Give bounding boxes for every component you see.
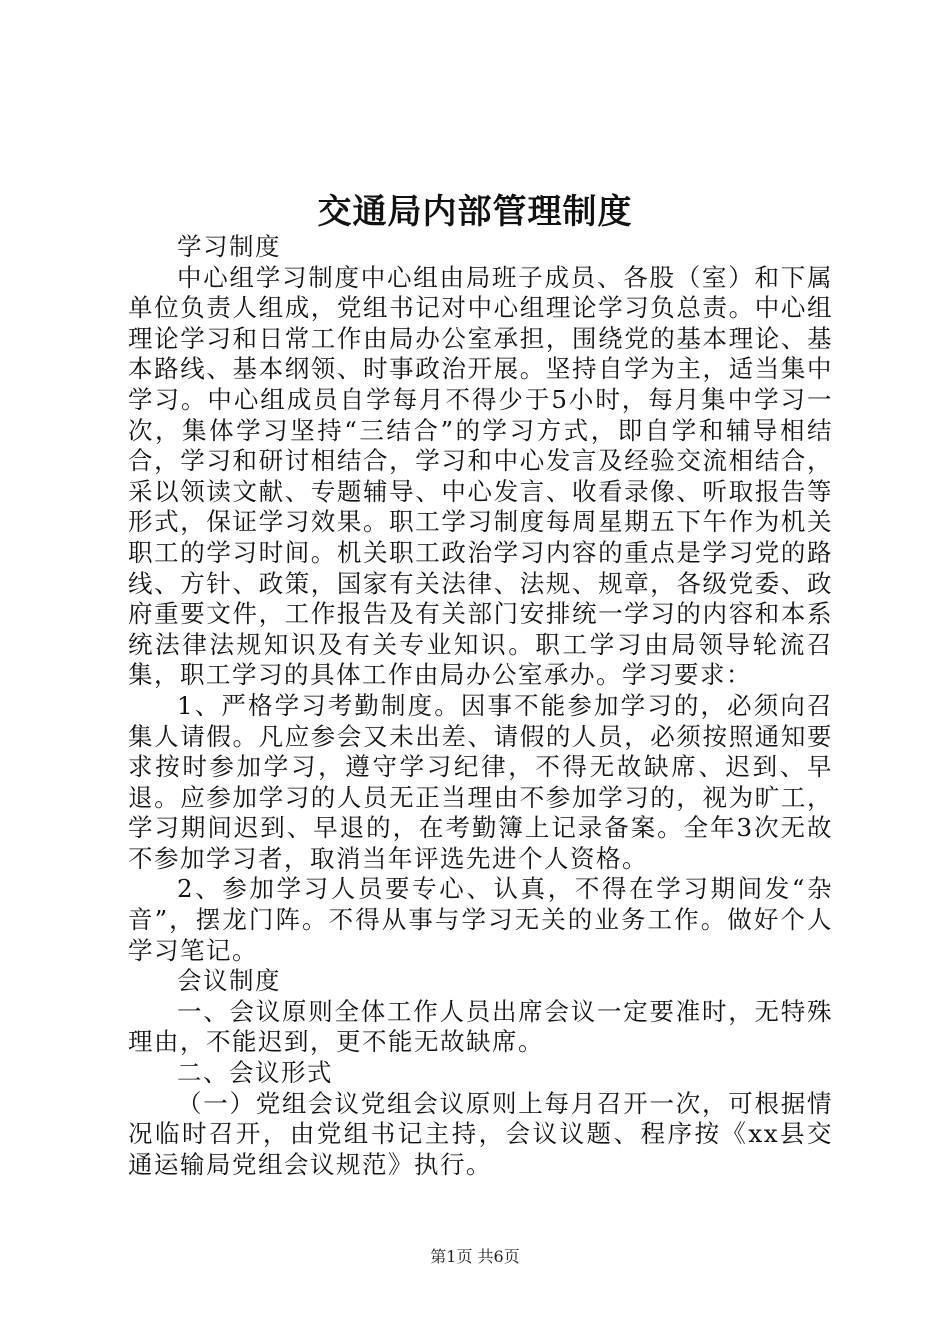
- paragraph-party-meeting: （一）党组会议党组会议原则上每月召开一次，可根据情况临时召开，由党组书记主持，会议议题、程序按《xx县交通运输局党组会议规范》执行。: [128, 1088, 833, 1179]
- document-title: 交通局内部管理制度: [317, 192, 633, 232]
- page-footer: 第1页 共6页: [430, 1247, 520, 1266]
- paragraph-focus-rule: 2、参加学习人员要专心、认真，不得在学习期间发“杂音”，摆龙门阵。不得从事与学习无关的业务工作。做好个人学习笔记。: [128, 874, 833, 965]
- subheading-meeting-form: 二、会议形式: [177, 1058, 333, 1088]
- section-heading-meeting: 会议制度: [177, 966, 281, 996]
- document-body: [128, 232, 833, 1180]
- paragraph-attendance-rule: 1、严格学习考勤制度。因事不能参加学习的，必须向召集人请假。凡应参会又未出差、请假的人员，必须按照通知要求按时参加学习，遵守学习纪律，不得无故缺席、迟到、早退。应参加学习的人员无正当理由不参加学习的，视为旷工，学习期间迟到、早退的，在考勤簿上记录备案。全年3次无故不参加学习者，取消当年评选先进个人资格。: [128, 690, 833, 873]
- paragraph-study-system: 中心组学习制度中心组由局班子成员、各股（室）和下属单位负责人组成，党组书记对中心组理论学习负总责。中心组理论学习和日常工作由局办公室承担，围绕党的基本理论、基本路线、基本纲领、时事政治开展。坚持自学为主，适当集中学习。中心组成员自学每月不得少于5小时，每月集中学习一次，集体学习坚持“三结合”的学习方式，即自学和辅导相结合，学习和研讨相结合，学习和中心发言及经验交流相结合，采以领读文献、专题辅导、中心发言、收看录像、听取报告等形式，保证学习效果。职工学习制度每周星期五下午作为机关职工的学习时间。机关职工政治学习内容的重点是学习党的路线、方针、政策，国家有关法律、法规、规章，各级党委、政府重要文件，工作报告及有关部门安排统一学习的内容和本系统法律法规知识及有关专业知识。职工学习由局领导轮流召集，职工学习的具体工作由局办公室承办。学习要求：: [128, 262, 833, 690]
- paragraph-meeting-principle: 一、会议原则全体工作人员出席会议一定要准时，无特殊理由，不能迟到，更不能无故缺席。: [128, 996, 833, 1057]
- section-heading-study: 学习制度: [177, 232, 281, 261]
